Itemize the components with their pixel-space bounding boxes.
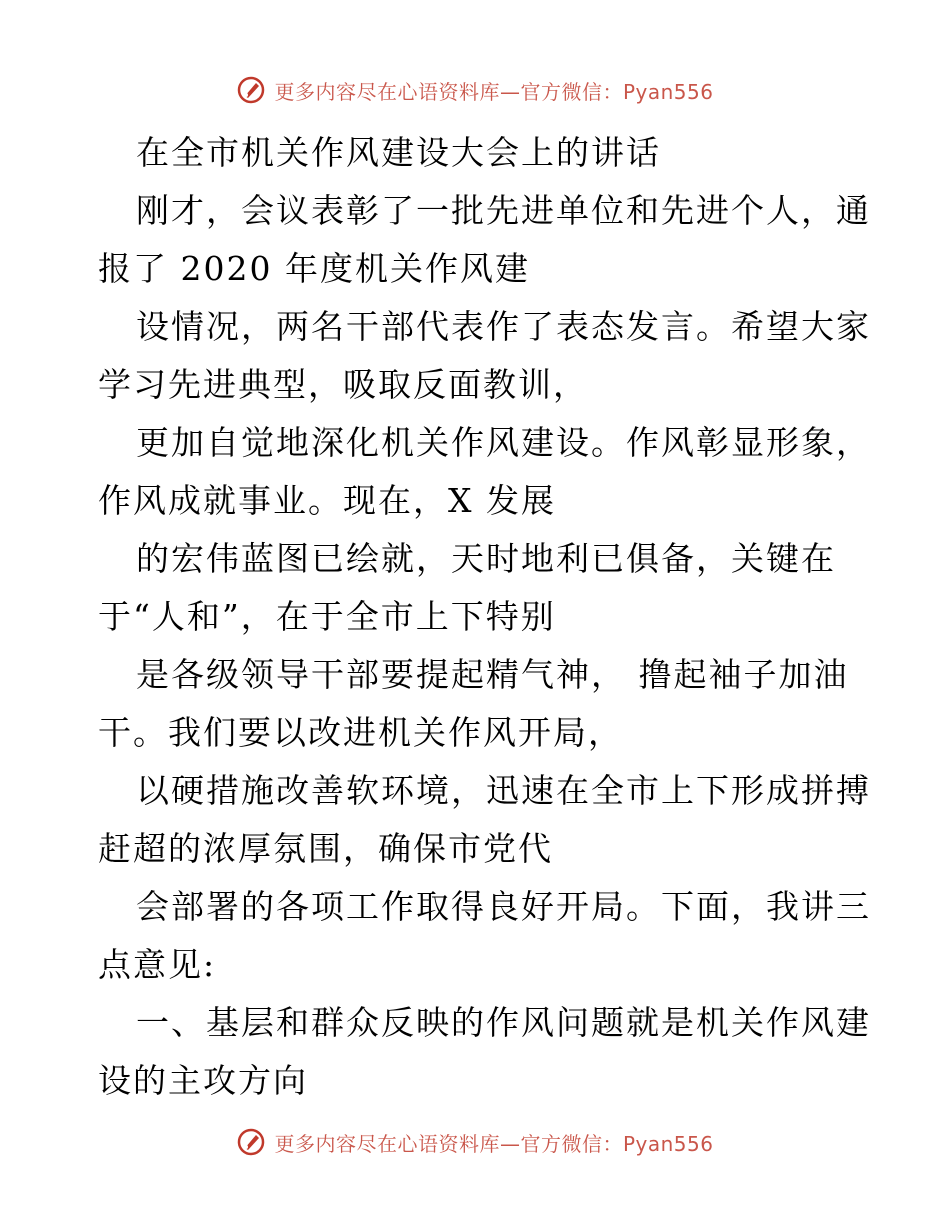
text-line: 的宏伟蓝图已绘就，天时地利已俱备，关键在 — [136, 539, 836, 578]
text-line: 以硬措施改善软环境，迅速在全市上下形成拼搏 — [136, 771, 871, 810]
text-line: 报了 2020 年度机关作风建 — [98, 249, 530, 288]
text-line: 赶超的浓厚氛围，确保市党代 — [98, 829, 553, 868]
logo-icon — [236, 75, 266, 105]
text-line: 设情况，两名干部代表作了表态发言。希望大家 — [136, 307, 871, 346]
text-line: 会部署的各项工作取得良好开局。下面，我讲三 — [136, 887, 871, 926]
text-line: 一、基层和群众反映的作风问题就是机关作风建 — [136, 1003, 871, 1042]
text-line: 学习先进典型，吸取反面教训， — [98, 365, 588, 404]
text-line: 于“人和”，在于全市上下特别 — [98, 597, 556, 636]
header-watermark — [0, 70, 950, 110]
text-line: 在全市机关作风建设大会上的讲话 — [136, 133, 661, 172]
text-line: 是各级领导干部要提起精气神， 撸起袖子加油 — [136, 655, 849, 694]
text-line: 刚才，会议表彰了一批先进单位和先进个人，通 — [136, 191, 871, 230]
watermark-text: 更多内容尽在心语资料库—官方微信：Pyan556 — [274, 79, 714, 104]
text-line: 干。我们要以改进机关作风开局， — [98, 713, 623, 752]
watermark-text: 更多内容尽在心语资料库—官方微信：Pyan556 — [274, 1131, 714, 1156]
logo-icon — [236, 1127, 266, 1157]
document-body — [98, 124, 871, 1110]
footer-watermark — [0, 1122, 950, 1162]
text-line: 作风成就事业。现在，X 发展 — [98, 481, 556, 520]
text-line: 点意见: — [98, 945, 217, 984]
text-line: 更加自觉地深化机关作风建设。作风彰显形象， — [136, 423, 871, 462]
text-line: 设的主攻方向 — [98, 1061, 308, 1100]
